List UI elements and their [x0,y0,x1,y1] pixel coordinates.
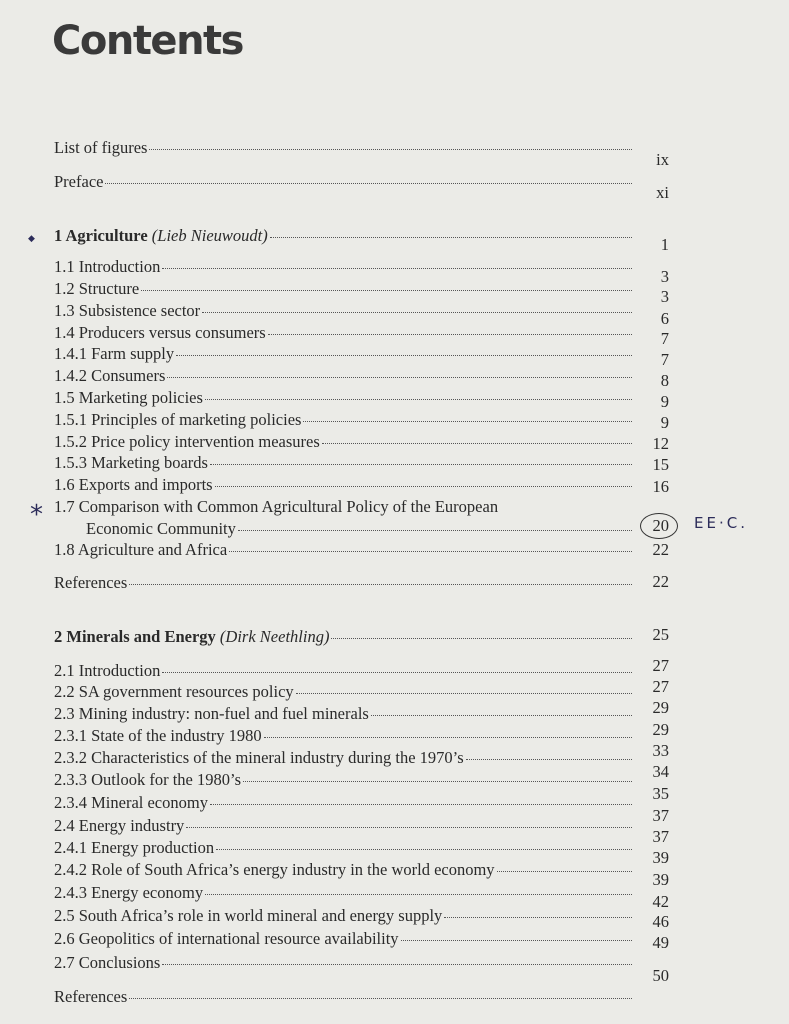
toc-entry: 2.4 Energy industry [54,816,634,836]
toc-entry: 1.5.1 Principles of marketing policies [54,410,634,430]
toc-entry: 1.5.3 Marketing boards [54,453,634,473]
toc-entry: List of figures [54,138,634,158]
chapter-heading: 1 Agriculture (Lieb Nieuwoudt) [54,226,634,246]
toc-entry: 2.4.2 Role of South Africa’s energy industry in the world economy [54,860,634,880]
page-number: 20 [652,516,669,535]
page-number: ix [656,150,669,169]
pen-dot-mark: ◆ [28,234,35,244]
page-number: 34 [652,762,669,781]
toc-entry: 1.2 Structure [54,279,634,299]
handwritten-star: * [30,500,43,530]
toc-entry: 2.2 SA government resources policy [54,682,634,702]
toc-entry: 1.1 Introduction [54,257,634,277]
page-number: 25 [652,625,669,644]
page-number: 27 [652,677,669,696]
toc-entry: 1.4.1 Farm supply [54,344,634,364]
toc-entry: 2.4.3 Energy economy [54,883,634,903]
page-number: 3 [660,267,669,286]
toc-entry: 2.3 Mining industry: non-fuel and fuel minerals [54,704,634,724]
toc-entry: 1.5.2 Price policy intervention measures [54,432,634,452]
page-number: 9 [660,392,669,411]
toc-entry: Preface [54,172,634,192]
page-number: 29 [652,698,669,717]
page-number: 49 [652,933,669,952]
chapter-heading: 2 Minerals and Energy (Dirk Neethling) [54,627,634,647]
page-number: 16 [652,477,669,496]
toc-entry: 1.7 Comparison with Common Agricultural Policy of the European [54,497,499,516]
page-title: Contents [52,18,243,64]
toc-references: References [54,573,634,593]
page-number: 37 [652,806,669,825]
page-number: xi [656,183,669,202]
page-number: 9 [660,413,669,432]
page-number: 29 [652,720,669,739]
toc-entry: 2.5 South Africa’s role in world mineral and energy supply [54,906,634,926]
handwritten-circle [640,513,678,539]
page-number: 35 [652,784,669,803]
toc-entry: 1.8 Agriculture and Africa [54,540,634,560]
page-number: 6 [660,309,669,328]
page-number: 27 [652,656,669,675]
page-number: 8 [660,371,669,390]
toc-entry: 1.6 Exports and imports [54,475,634,495]
toc-entry-continued: Economic Community [86,519,634,539]
page-number: 22 [652,572,669,591]
page-number: 12 [652,434,669,453]
toc-references: References [54,987,634,1007]
page-number: 1 [660,235,669,254]
toc-entry: 2.4.1 Energy production [54,838,634,858]
toc-entry: 2.3.4 Mineral economy [54,793,634,813]
toc-entry: 2.7 Conclusions [54,953,634,973]
page-number: 7 [660,329,669,348]
page-number: 39 [652,848,669,867]
page-number: 3 [660,287,669,306]
page-number: 42 [652,892,669,911]
handwritten-note: EE·C. [694,514,748,532]
page-number: 37 [652,827,669,846]
toc-entry: 1.4 Producers versus consumers [54,323,634,343]
toc-entry: 1.4.2 Consumers [54,366,634,386]
toc-entry: 2.3.2 Characteristics of the mineral industry during the 1970’s [54,748,634,768]
page-number: 46 [652,912,669,931]
toc-entry: 1.3 Subsistence sector [54,301,634,321]
toc-entry: 2.3.3 Outlook for the 1980’s [54,770,634,790]
toc-entry: 2.3.1 State of the industry 1980 [54,726,634,746]
page-number: 33 [652,741,669,760]
page-number: 50 [652,966,669,985]
toc-entry: 2.6 Geopolitics of international resource availability [54,929,634,949]
toc-entry: 1.5 Marketing policies [54,388,634,408]
toc-entry: 2.1 Introduction [54,661,634,681]
page-number: 39 [652,870,669,889]
page-number: 7 [660,350,669,369]
page-number: 15 [652,455,669,474]
page-number: 22 [652,540,669,559]
